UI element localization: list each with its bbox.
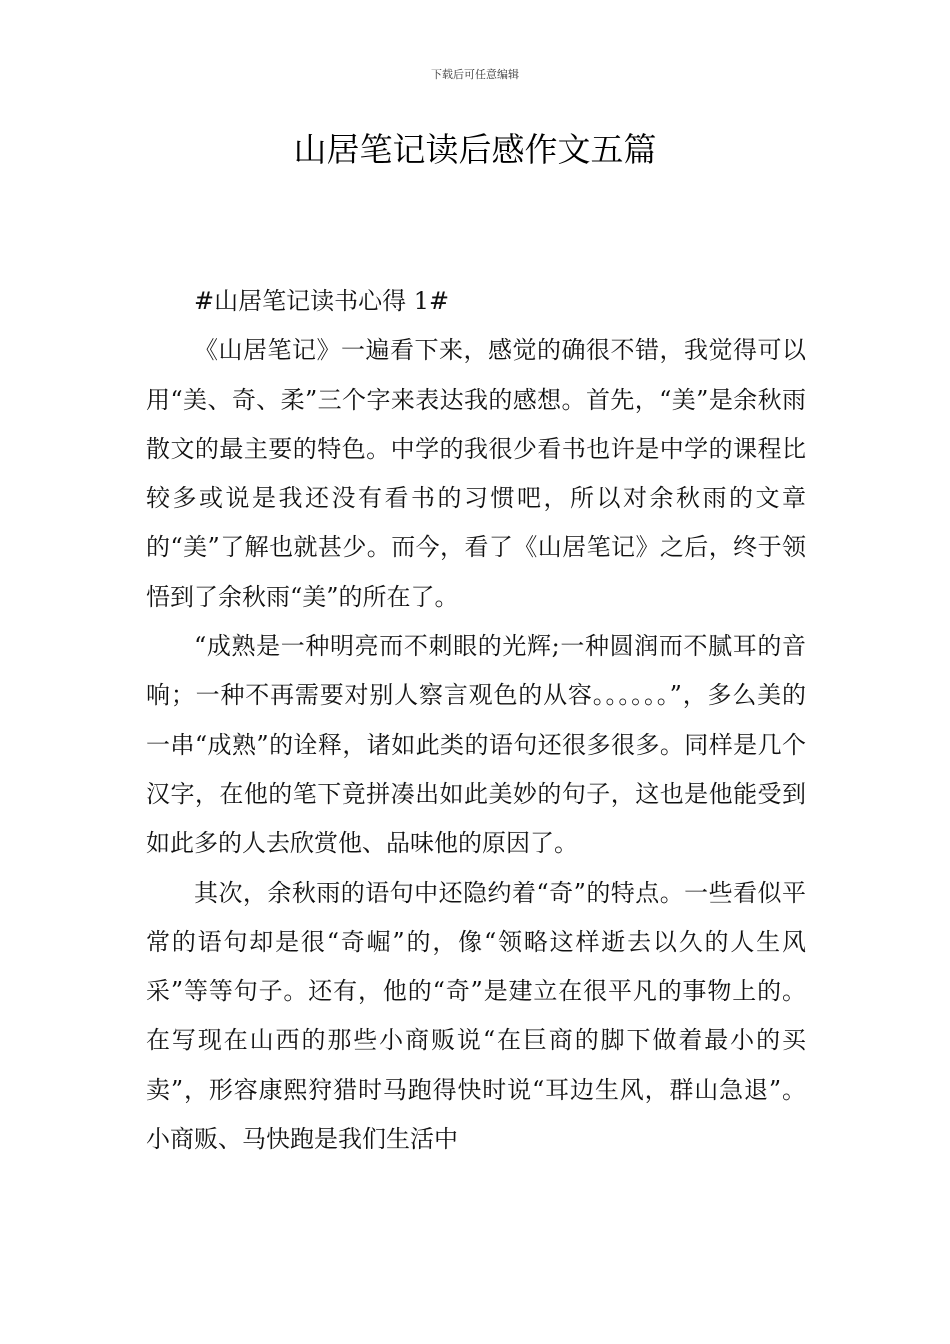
document-body: [146, 277, 806, 1164]
section-heading: #山居笔记读书心得 1#: [194, 287, 450, 315]
header-note: 下载后可任意编辑: [431, 68, 519, 81]
paragraph-2: “成熟是一种明亮而不刺眼的光辉;一种圆润而不腻耳的音响；一种不再需要对别人察言观色的从容。。。。。。”，多么美的一串“成熟”的诠释，诸如此类的语句还很多很多。同样是几个汉字，在他的笔下竟拼凑出如此美妙的句子，这也是他能受到如此多的人去欣赏他、品味他的原因了。: [146, 632, 806, 858]
document-title: 山居笔记读后感作文五篇: [293, 130, 657, 169]
paragraph-1: 《山居笔记》一遍看下来，感觉的确很不错，我觉得可以用“美、奇、柔”三个字来表达我的感想。首先，“美”是余秋雨散文的最主要的特色。中学的我很少看书也许是中学的课程比较多或说是我还没有看书的习惯吧，所以对余秋雨的文章的“美”了解也就甚少。而今，看了《山居笔记》之后，终于领悟到了余秋雨“美”的所在了。: [146, 336, 806, 611]
paragraph-3: 其次，余秋雨的语句中还隐约着“奇”的特点。一些看似平常的语句却是很“奇崛”的，像“领略这样逝去以久的人生风采”等等句子。还有，他的“奇”是建立在很平凡的事物上的。在写现在山西的那些小商贩说“在巨商的脚下做着最小的买卖”，形容康熙狩猎时马跑得快时说“耳边生风，群山急退”。小商贩、马快跑是我们生活中: [146, 878, 806, 1154]
